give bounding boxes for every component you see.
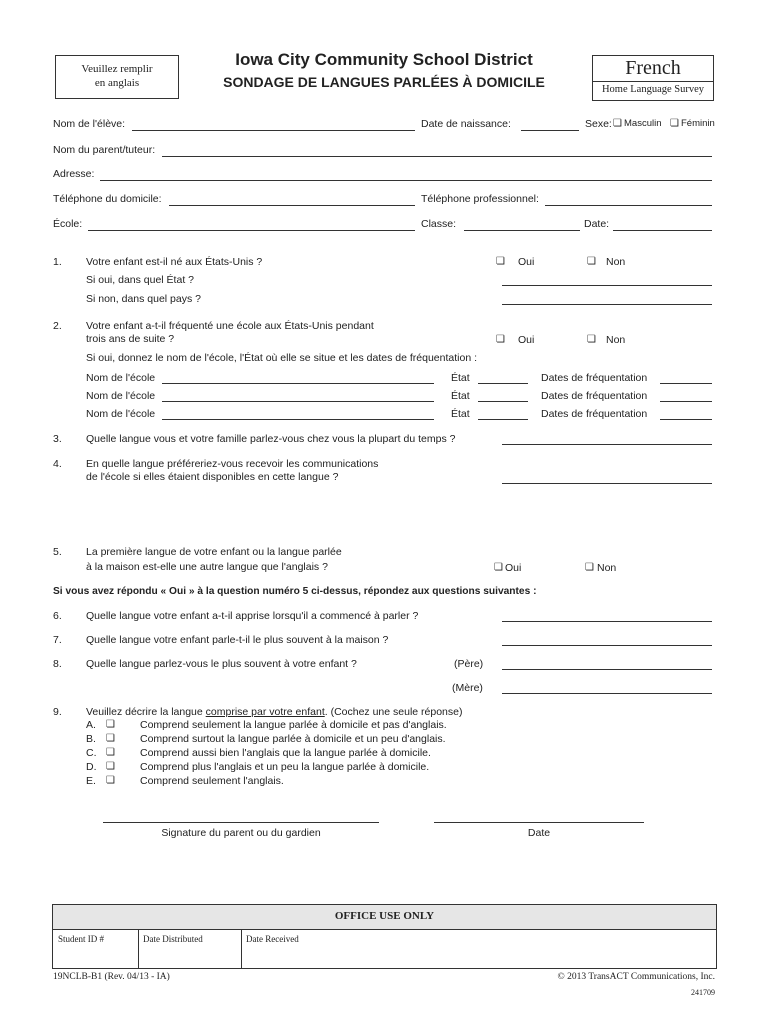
q2-school-label-3: Nom de l'école (86, 408, 156, 420)
q8-mother-field[interactable] (502, 693, 712, 694)
q9-option-checkbox[interactable]: ❏ (106, 747, 115, 758)
q2-yes-checkbox[interactable]: ❏ (496, 334, 505, 345)
q9-option-text: Comprend surtout la langue parlée à domicile et un peu d'anglais. (140, 733, 446, 745)
grade-field[interactable] (464, 230, 580, 231)
q2-sub: Si oui, donnez le nom de l'école, l'État où elle se situe et les dates de fréquentation : (86, 352, 478, 364)
q2-no-checkbox[interactable]: ❏ (587, 334, 596, 345)
survey-subtitle: SONDAGE DE LANGUES PARLÉES À DOMICILE (223, 74, 545, 90)
q9-option-checkbox[interactable]: ❏ (106, 775, 115, 786)
q2-school-field-3[interactable] (162, 419, 434, 420)
office-use-table (52, 904, 717, 969)
language-label: French (625, 57, 681, 79)
signature-label: Signature du parent ou du gardien (161, 827, 321, 839)
office-divider-1 (138, 929, 139, 968)
q9-option-letter: E. (86, 775, 96, 787)
q4-line1: En quelle langue préféreriez-vous recevoir les communications (86, 458, 379, 470)
male-label: Masculin (624, 118, 662, 129)
q9-option-text: Comprend seulement l'anglais. (140, 775, 284, 787)
q1-no-label: Non (606, 256, 626, 268)
q9-option-text: Comprend aussi bien l'anglais que la langue parlée à domicile. (140, 747, 431, 759)
date-label: Date: (584, 218, 610, 230)
q5-number: 5. (53, 546, 62, 558)
q2-school-label-1: Nom de l'école (86, 372, 156, 384)
q2-dates-field-3[interactable] (660, 419, 712, 420)
q9-suffix: . (Cochez une seule réponse) (324, 706, 463, 718)
q2-line1: Votre enfant a-t-il fréquenté une école aux États-Unis pendant (86, 320, 374, 332)
q2-state-label-1: État (451, 372, 470, 384)
q2-state-field-1[interactable] (478, 383, 528, 384)
q1-no-checkbox[interactable]: ❏ (587, 256, 596, 267)
q7-field[interactable] (502, 645, 712, 646)
q2-no-label: Non (606, 334, 626, 346)
q9-option-letter: A. (86, 719, 96, 731)
q2-dates-label-2: Dates de fréquentation (541, 390, 648, 402)
q2-school-field-2[interactable] (162, 401, 434, 402)
q9-option-text: Comprend seulement la langue parlée à domicile et pas d'anglais. (140, 719, 447, 731)
q6-text: Quelle langue votre enfant a-t-il apprise lorsqu'il a commencé à parler ? (86, 610, 419, 622)
q1-text: Votre enfant est-il né aux États-Unis ? (86, 256, 263, 268)
work-phone-label: Téléphone professionnel: (421, 193, 539, 205)
date-distributed-label: Date Distributed (143, 934, 203, 944)
q3-text: Quelle langue vous et votre famille parlez-vous chez vous la plupart du temps ? (86, 433, 456, 445)
q6-number: 6. (53, 610, 62, 622)
q5-no-checkbox[interactable]: ❏ (585, 562, 594, 573)
q9-option-text: Comprend plus l'anglais et un peu la langue parlée à domicile. (140, 761, 430, 773)
female-label: Féminin (681, 118, 715, 129)
home-phone-label: Téléphone du domicile: (53, 193, 162, 205)
q5-line2: à la maison est-elle une autre langue que l'anglais ? (86, 561, 328, 573)
q2-state-field-2[interactable] (478, 401, 528, 402)
parent-label: Nom du parent/tuteur: (53, 144, 156, 156)
q1-yes-label: Oui (518, 256, 535, 268)
q2-school-label-2: Nom de l'école (86, 390, 156, 402)
work-phone-field[interactable] (545, 205, 712, 206)
q1-state-field[interactable] (502, 285, 712, 286)
q5-no-label: Non (597, 562, 617, 574)
q1-number: 1. (53, 256, 62, 268)
signature-date-line[interactable] (434, 822, 644, 823)
q9-number: 9. (53, 706, 62, 718)
q9-option-checkbox[interactable]: ❏ (106, 719, 115, 730)
q2-dates-field-1[interactable] (660, 383, 712, 384)
q6-field[interactable] (502, 621, 712, 622)
date-received-label: Date Received (246, 934, 299, 944)
q8-father-field[interactable] (502, 669, 712, 670)
q2-state-label-2: État (451, 390, 470, 402)
q4-line2: de l'école si elles étaient disponibles en cette langue ? (86, 471, 339, 483)
q2-line2: trois ans de suite ? (86, 333, 175, 345)
q3-field[interactable] (502, 444, 712, 445)
parent-field[interactable] (162, 156, 712, 157)
male-checkbox[interactable]: ❏ (613, 118, 622, 129)
date-field[interactable] (613, 230, 712, 231)
school-field[interactable] (88, 230, 415, 231)
signature-date-label: Date (527, 827, 551, 839)
q8-text: Quelle langue parlez-vous le plus souvent à votre enfant ? (86, 658, 357, 670)
q2-dates-label-3: Dates de fréquentation (541, 408, 648, 420)
district-title: Iowa City Community School District (235, 50, 533, 69)
q9-option-letter: B. (86, 733, 96, 745)
q9-prefix: Veuillez décrire la langue (86, 706, 206, 718)
q8-father-label: (Père) (454, 658, 484, 670)
office-use-title: OFFICE USE ONLY (334, 910, 435, 922)
q1-sub1: Si oui, dans quel État ? (86, 274, 194, 286)
instruction-line-2: en anglais (94, 77, 140, 89)
q2-school-field-1[interactable] (162, 383, 434, 384)
birth-date-field[interactable] (521, 130, 579, 131)
followup-instruction: Si vous avez répondu « Oui » à la question numéro 5 ci-dessus, répondez aux questions suivantes : (53, 586, 537, 597)
signature-line[interactable] (103, 822, 379, 823)
home-phone-field[interactable] (169, 205, 415, 206)
student-name-label: Nom de l'élève: (53, 118, 126, 130)
q3-number: 3. (53, 433, 62, 445)
language-divider (593, 81, 713, 82)
q2-number: 2. (53, 320, 62, 332)
female-checkbox[interactable]: ❏ (670, 118, 679, 129)
address-field[interactable] (100, 180, 712, 181)
birth-date-label: Date de naissance: (421, 118, 511, 130)
q4-number: 4. (53, 458, 62, 470)
instruction-line-1: Veuillez remplir (81, 63, 153, 75)
q9-option-checkbox[interactable]: ❏ (106, 733, 115, 744)
q8-number: 8. (53, 658, 62, 670)
q9-underlined: comprise par votre enfant (205, 706, 325, 718)
q5-line1: La première langue de votre enfant ou la langue parlée (86, 546, 342, 558)
survey-label: Home Language Survey (601, 84, 705, 95)
q7-text: Quelle langue votre enfant parle-t-il le plus souvent à la maison ? (86, 634, 389, 646)
copyright: © 2013 TransACT Communications, Inc. (557, 972, 715, 982)
q8-mother-label: (Mère) (452, 682, 483, 694)
q9-option-letter: C. (86, 747, 97, 759)
q7-number: 7. (53, 634, 62, 646)
q9-option-letter: D. (86, 761, 97, 773)
school-label: École: (53, 218, 83, 230)
instruction-box (55, 55, 179, 99)
q9-option-checkbox[interactable]: ❏ (106, 761, 115, 772)
grade-label: Classe: (421, 218, 457, 230)
q2-dates-field-2[interactable] (660, 401, 712, 402)
form-code: 19NCLB-B1 (Rev. 04/13 - IA) (53, 972, 170, 982)
sex-label: Sexe: (585, 118, 612, 130)
q5-yes-label: Oui (505, 562, 522, 574)
q2-dates-label-1: Dates de fréquentation (541, 372, 648, 384)
q1-yes-checkbox[interactable]: ❏ (496, 256, 505, 267)
office-divider-2 (241, 929, 242, 968)
q9-text (86, 706, 462, 718)
q4-field[interactable] (502, 483, 712, 484)
q5-yes-checkbox[interactable]: ❏ (494, 562, 503, 573)
q1-sub2: Si non, dans quel pays ? (86, 293, 201, 305)
form-number: 241709 (691, 988, 715, 997)
student-name-field[interactable] (132, 130, 415, 131)
q1-country-field[interactable] (502, 304, 712, 305)
language-box (592, 55, 714, 101)
student-id-label: Student ID # (58, 934, 104, 944)
q2-state-field-3[interactable] (478, 419, 528, 420)
office-use-header (53, 905, 716, 930)
address-label: Adresse: (53, 168, 95, 180)
q2-state-label-3: État (451, 408, 470, 420)
q2-yes-label: Oui (518, 334, 535, 346)
